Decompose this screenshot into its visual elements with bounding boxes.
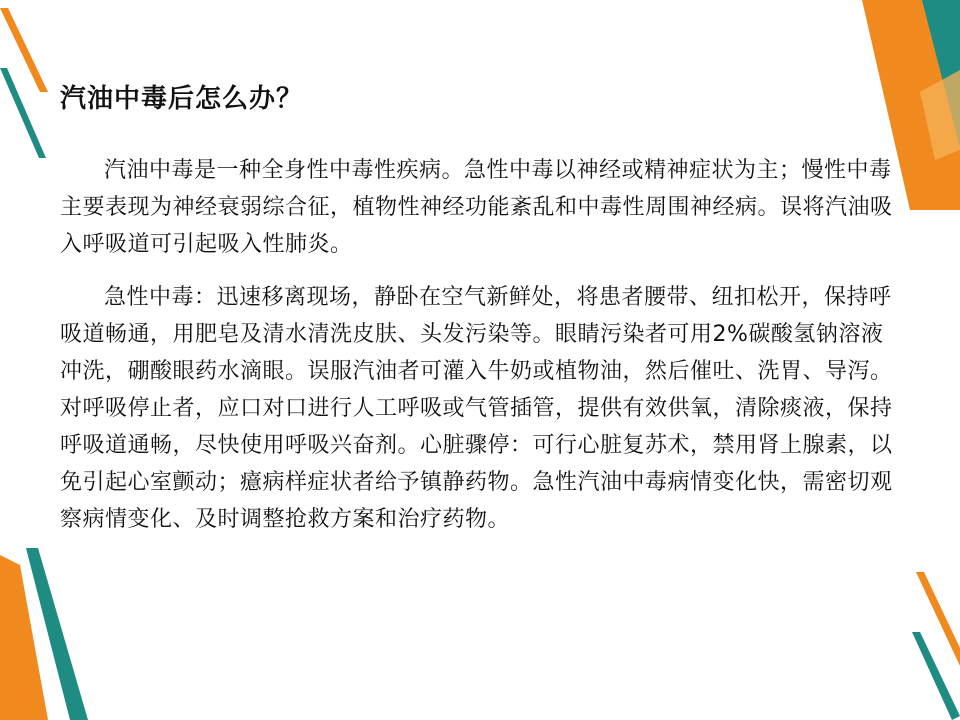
- paragraph-treatment: 急性中毒：迅速移离现场，静卧在空气新鲜处，将患者腰带、纽扣松开，保持呼吸道畅通，用肥皂及清水清洗皮肤、头发污染等。眼睛污染者可用2%碳酸氢钠溶液冲洗，硼酸眼药水滴眼。误服汽油者可灌入牛奶或植物油，然后催吐、洗胃、导泻。对呼吸停止者，应口对口进行人工呼吸或气管插管，提供有效供氧，清除痰液，保持呼吸道通畅，尽快使用呼吸兴奋剂。心脏骤停：可行心脏复苏术，禁用肾上腺素，以免引起心室颤动；癔病样症状者给予镇静药物。急性汽油中毒病情变化快，需密切观察病情变化、及时调整抢救方案和治疗药物。: [60, 285, 893, 532]
- paragraph-overview: 汽油中毒是一种全身性中毒性疾病。急性中毒以神经或精神症状为主；慢性中毒主要表现为神经衰弱综合征，植物性神经功能紊乱和中毒性周围神经病。误将汽油吸入呼吸道可引起吸入性肺炎。: [60, 158, 893, 257]
- page-title: 汽油中毒后怎么办？: [60, 84, 304, 114]
- content-body: [60, 152, 895, 554]
